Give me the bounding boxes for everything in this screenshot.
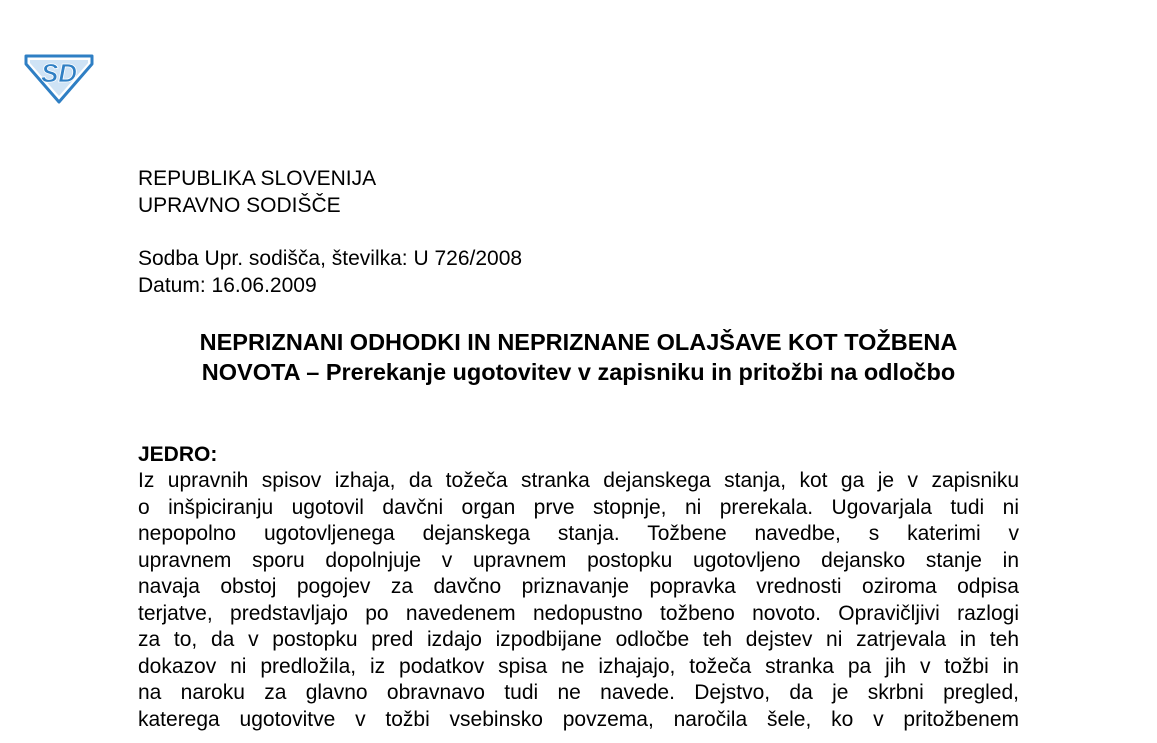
header-court: UPRAVNO SODIŠČE	[138, 194, 341, 217]
paragraph-line: o inšpiciranju ugotovil davčni organ prve stopnje, ni prerekala. Ugovarjala tudi ni	[138, 495, 1019, 519]
paragraph-line: Iz upravnih spisov izhaja, da tožeča stranka dejanskega stanja, kot ga je v zapisniku	[138, 469, 1019, 492]
logo-text: SD	[40, 58, 78, 88]
jedro-paragraph	[138, 468, 1019, 733]
paragraph-line: na naroku za glavno obravnavo tudi ne navede. Dejstvo, da je skrbni pregled,	[138, 681, 1019, 704]
case-date: Datum: 16.06.2009	[138, 274, 317, 297]
paragraph-line: nepopolno ugotovljenega dejanskega stanja. Tožbene navedbe, s katerimi v	[138, 522, 1019, 545]
case-number: Sodba Upr. sodišča, številka: U 726/2008	[138, 247, 523, 270]
title-line-2: NOVOTA – Prerekanje ugotovitev v zapisniku in pritožbi na odločbo	[201, 359, 956, 385]
paragraph-line: za to, da v postopku pred izdajo izpodbijane odločbe teh dejstev ni zatrjevala in teh	[138, 628, 1019, 651]
document-title	[138, 327, 1019, 387]
paragraph-line: katerega ugotovitve v tožbi vsebinsko povzema, naročila šele, ko v pritožbenem	[138, 707, 1019, 731]
paragraph-line: upravnem sporu dopolnjuje v upravnem postopku ugotovljeno dejansko stanje in	[138, 548, 1019, 572]
court-header	[138, 165, 376, 219]
paragraph-line: terjatve, predstavljajo po navedenem nedopustno tožbeno novoto. Opravičljivi razlogi	[138, 601, 1019, 625]
paragraph-line: dokazov ni predložila, iz podatkov spisa ne izhajajo, tožeča stranka pa jih v tožbi in	[138, 654, 1019, 678]
court-shield-logo	[22, 48, 96, 104]
paragraph-line: navaja obstoj pogojev za davčno priznavanje popravka vrednosti oziroma odpisa	[138, 575, 1019, 598]
title-line-1: NEPRIZNANI ODHODKI IN NEPRIZNANE OLAJŠAVE KOT TOŽBENA	[199, 329, 958, 355]
section-label-jedro: JEDRO:	[138, 443, 218, 466]
header-republic: REPUBLIKA SLOVENIJA	[138, 167, 377, 190]
case-meta	[138, 245, 522, 299]
